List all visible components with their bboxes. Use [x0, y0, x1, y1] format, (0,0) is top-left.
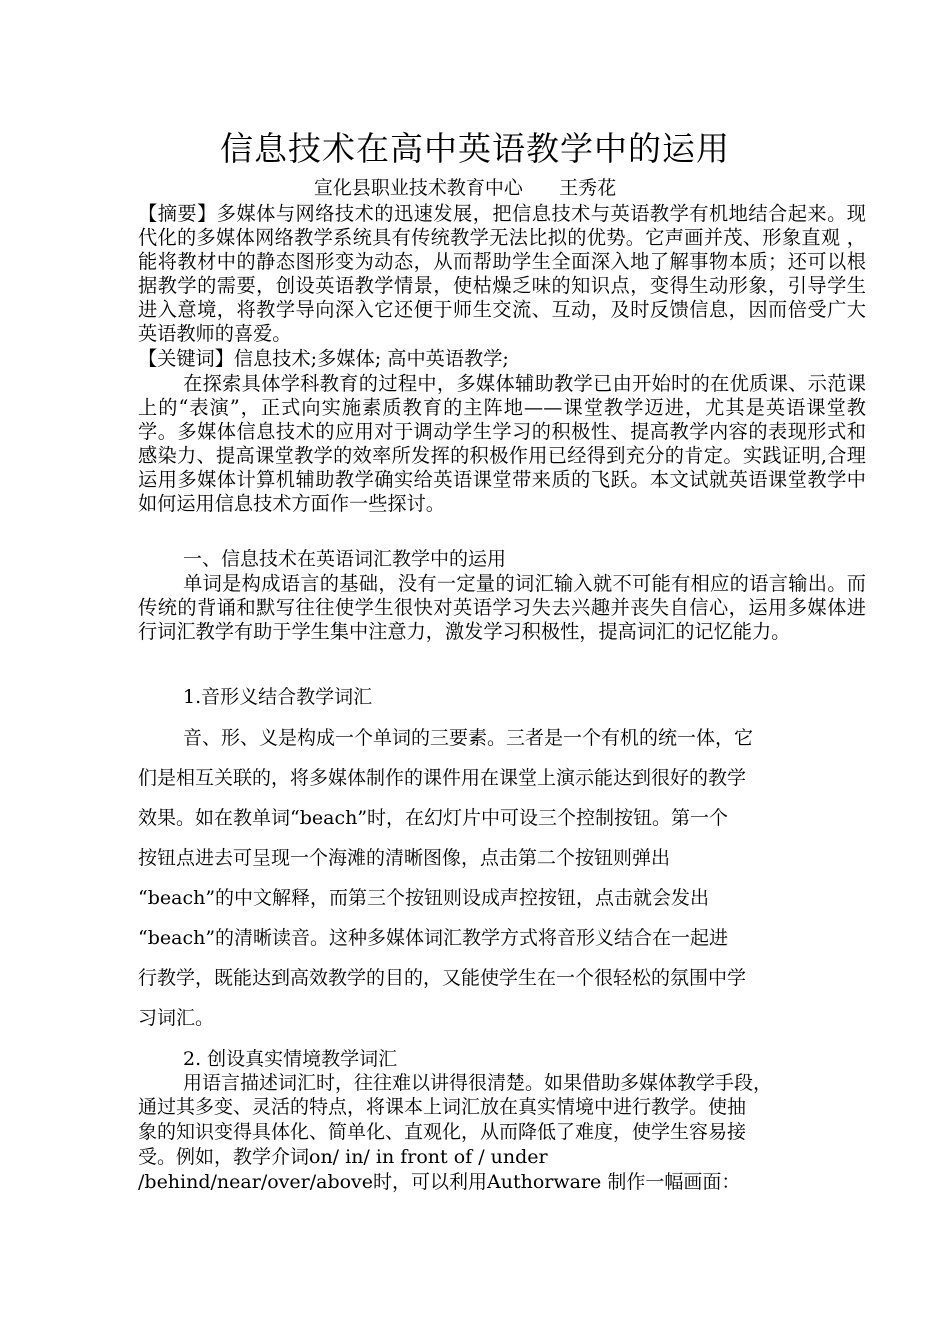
sub1-line: 习词汇。 [138, 1007, 215, 1029]
sub1-line: 们是相互关联的，将多媒体制作的课件用在课堂上演示能达到很好的教学 [138, 767, 747, 789]
abstract-paragraph: 【摘要】多媒体与网络技术的迅速发展，把信息技术与英语教学有机地结合起来。现代化的多媒体网络教学系统具有传统教学无法比拟的优势。它声画并茂、形象直观 ，能将教材中的静态图形变为动态，从而帮助学生全面深入地了解事物本质；还可以根据教学的需要，创设英语教学情景，使枯燥乏味的知识点，变得生动形象，引导学生进入意境，将教学导向深入它还便于师生交流、互动，及时反馈信息，因而倍受广大英语教师的喜爱。 [138, 202, 866, 345]
sub1-line: “beach”的中文解释，而第三个按钮则设成声控按钮，点击就会发出 [138, 887, 710, 909]
intro-paragraph: 在探索具体学科教育的过程中，多媒体辅助教学已由开始时的在优质课、示范课上的“表演”，正式向实施素质教育的主阵地——课堂教学迈进，尤其是英语课堂教学。多媒体信息技术的应用对于调动学生学习的积极性、提高教学内容的表现形式和感染力、提高课堂教学的效率所发挥的积极作用已经得到充分的肯定。实践证明,合理运用多媒体计算机辅助教学确实给英语课堂带来质的飞跃。本文试就英语课堂教学中如何运用信息技术方面作一些探讨。 [138, 372, 866, 515]
sub1-line: 按钮点进去可呈现一个海滩的清晰图像，点击第二个按钮则弹出 [138, 847, 671, 869]
document-title: 信息技术在高中英语教学中的运用 [220, 129, 730, 168]
subsection2-heading: 2. 创设真实情境教学词汇 [183, 1048, 398, 1070]
section1-heading: 一、信息技术在英语词汇教学中的运用 [183, 548, 507, 570]
sub2-line: 象的知识变得具体化、简单化、直观化，从而降低了难度，使学生容易接 [138, 1121, 747, 1143]
sub1-line: 行教学，既能达到高效教学的目的，又能使学生在一个很轻松的氛围中学 [138, 967, 747, 989]
sub2-line: /behind/near/over/above时，可以利用Authorware 制作一幅画面： [138, 1171, 741, 1193]
sub2-line: 通过其多变、灵活的特点，将课本上词汇放在真实情境中进行教学。使抽 [138, 1096, 747, 1118]
keywords-line: 【关键词】信息技术;多媒体; 高中英语教学; [138, 347, 509, 370]
section1-paragraph: 单词是构成语言的基础，没有一定量的词汇输入就不可能有相应的语言输出。而传统的背诵和默写往往使学生很快对英语学习失去兴趣并丧失自信心，运用多媒体进行词汇教学有助于学生集中注意力，激发学习积极性，提高词汇的记忆能力。 [138, 572, 866, 643]
author-byline: 宣化县职业技术教育中心 王秀花 [313, 177, 617, 199]
sub1-line: 音、形、义是构成一个单词的三要素。三者是一个有机的统一体，它 [183, 727, 754, 749]
sub1-line: “beach”的清晰读音。这种多媒体词汇教学方式将音形义结合在一起进 [138, 927, 729, 949]
sub2-line: 受。例如，教学介词on/ in/ in front of / under [138, 1146, 548, 1168]
sub2-line: 用语言描述词汇时，往往难以讲得很清楚。如果借助多媒体教学手段， [183, 1072, 773, 1094]
subsection1-heading: 1.音形义结合教学词汇 [183, 686, 373, 708]
sub1-line: 效果。如在教单词“beach”时，在幻灯片中可设三个控制按钮。第一个 [138, 807, 729, 829]
